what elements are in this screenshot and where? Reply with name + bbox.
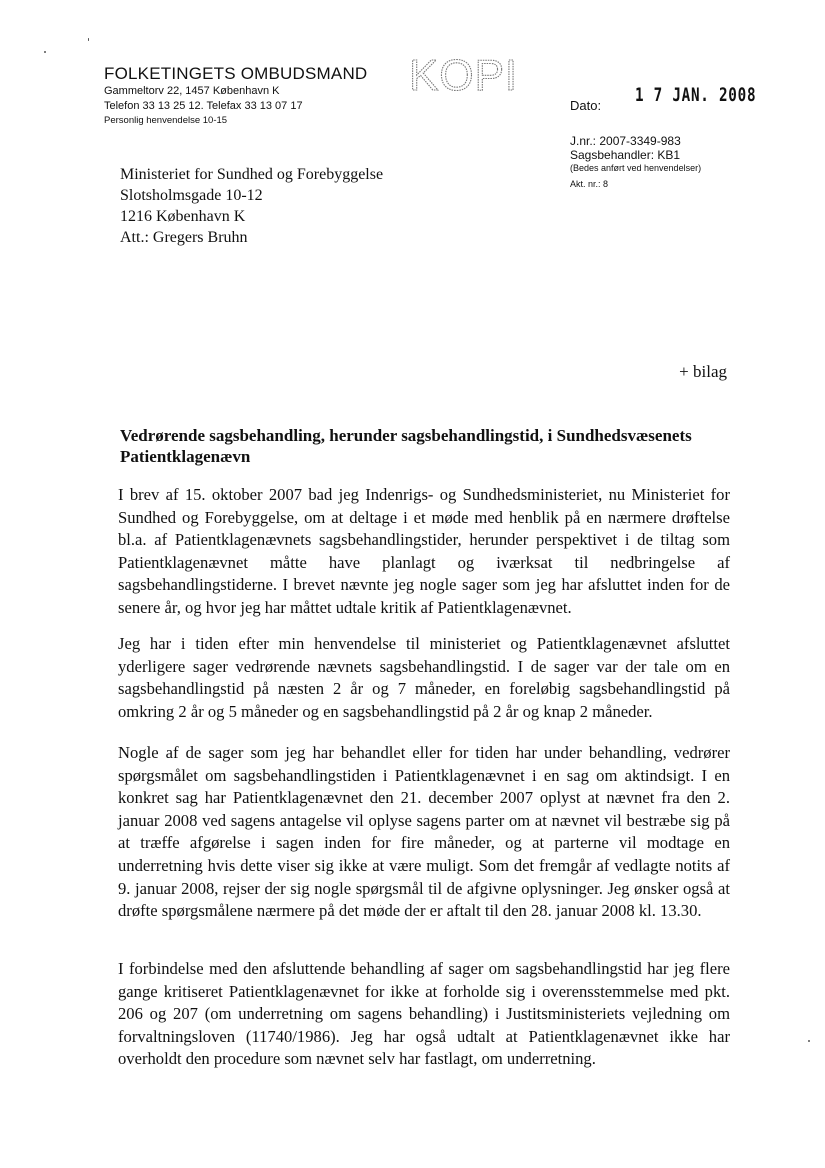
attachment-note: + bilag [679, 362, 727, 381]
subject-heading: Vedrørende sagsbehandling, herunder sagsbehandlingstid, i Sundhedsvæsenets Patientklagenævn [120, 426, 692, 466]
paragraph-text: I brev af 15. oktober 2007 bad jeg Indenrigs- og Sundhedsministeriet, nu Ministeriet for Sundhed og Forebyggelse, om at deltage i et møde med henblik på en nærmere drøftelse bl.a. af Patientklagenævnets sagsbehandlingstider, herunder perspektivet i de tiltag som Patientklagenævnet måtte have planlagt og iværksat til nedbringelse af sagsbehandlingstiderne. I brevet nævnte jeg nogle sager som jeg har afsluttet inden for de senere år, og hvor jeg har måttet udtale kritik af Patientklagenævnet. [118, 485, 730, 617]
letterhead [104, 64, 367, 128]
recipient-line: Att.: Gregers Bruhn [120, 229, 248, 246]
body-paragraph-3 [118, 742, 730, 923]
scan-speck [44, 51, 46, 53]
recipient-line: Slotsholmsgade 10-12 [120, 187, 263, 204]
body-paragraph-2 [118, 633, 730, 723]
paragraph-text: I forbindelse med den afsluttende behandling af sager om sagsbehandlingstid har jeg flere gange kritiseret Patientklagenævnet for ikke at forholde sig i overensstemmelse med pkt. 206 og 207 (om underretning om sagens behandling) i Justitsministeriets vejledning om forvaltningsloven (11740/1986). Jeg har også udtalt at Patientklagenævnet ikke har overholdt den procedure som nævnet selv har fastlagt, om underretning. [118, 959, 730, 1069]
date-stamp: 1 7 JAN. 2008 [635, 84, 757, 106]
scan-speck [808, 1040, 810, 1042]
svg-text:KOPI: KOPI [409, 52, 517, 96]
recipient-line: 1216 København K [120, 208, 246, 225]
case-handler: Sagsbehandler: KB1 [570, 148, 681, 162]
recipient-address [120, 164, 383, 248]
reference-note: (Bedes anført ved henvendelser) [570, 163, 702, 173]
paragraph-text: Jeg har i tiden efter min henvendelse til ministeriet og Patientklagenævnet afsluttet yderligere sager vedrørende nævnets sagsbehandlingstid. I de sager var der tale om en sagsbehandlingstid på næsten 2 år og 7 måneder, en foreløbig sagsbehandlingstid på omkring 2 år og 5 måneder og en sagsbehandlingstid på 2 år og knap 2 måneder. [118, 634, 730, 721]
org-name: FOLKETINGETS OMBUDSMAND [104, 64, 368, 83]
body-paragraph-4 [118, 958, 730, 1071]
org-phone: Telefon 33 13 25 12. Telefax 33 13 07 17 [104, 100, 303, 112]
date-label: Dato: [570, 98, 602, 113]
kopi-stamp-icon [407, 52, 517, 96]
paragraph-text: Nogle af de sager som jeg har behandlet eller for tiden har under behandling, vedrører spørgsmålet om sagsbehandlingstiden i Patientklagenævnet i en sag om aktindsigt. I en konkret sag har Patientklagenævnet den 21. december 2007 oplyst at nævnet fra den 2. januar 2008 ved sagens antagelse vil oplyse sagens parter om at nævnet vil bestræbe sig på at træffe afgørelse i sagen inden for fire måneder, og at parterne vil modtage en underretning hvis dette viser sig ikke at være muligt. Som det fremgår af vedlagte notits af 9. januar 2008, rejser der sig nogle spørgsmål til de afgivne oplysninger. Jeg ønsker også at drøfte spørgsmålene nærmere på det møde der er aftalt til den 28. januar 2008 kl. 13.30. [118, 743, 730, 921]
act-number: Akt. nr.: 8 [570, 179, 609, 189]
scan-speck [88, 38, 89, 41]
body-paragraph-1 [118, 484, 730, 620]
org-address: Gammeltorv 22, 1457 København K [104, 85, 280, 97]
recipient-line: Ministeriet for Sundhed og Forebyggelse [120, 166, 384, 183]
journal-number: J.nr.: 2007-3349-983 [570, 134, 681, 148]
kopi-stamp [407, 52, 517, 96]
case-info [570, 134, 701, 191]
org-hours: Personlig henvendelse 10-15 [104, 115, 228, 126]
